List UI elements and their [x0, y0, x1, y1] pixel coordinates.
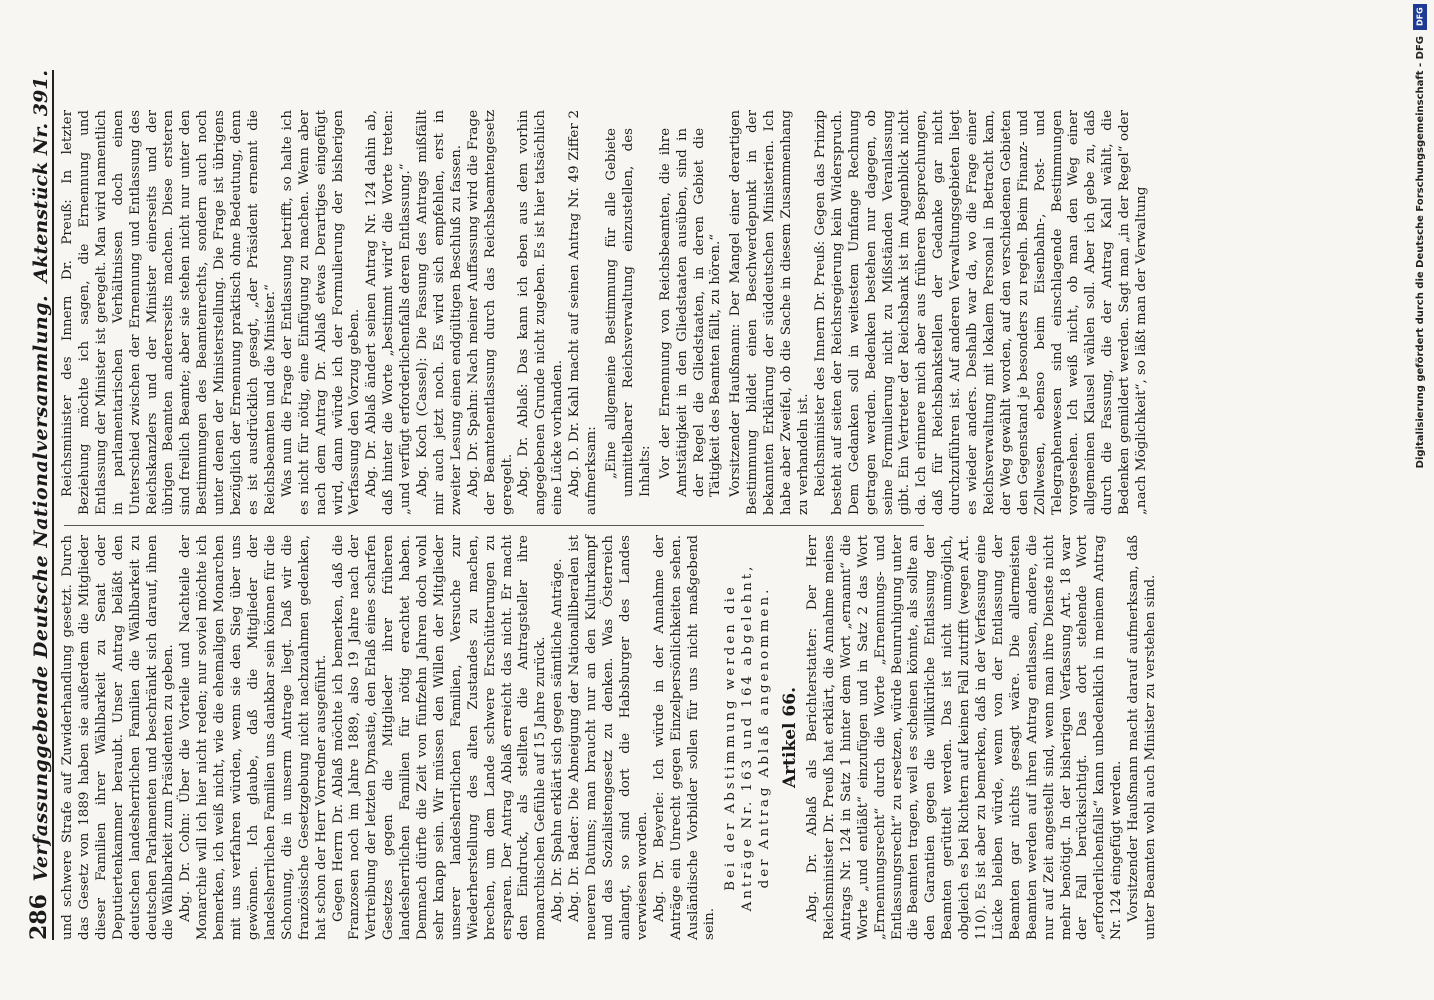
page-number: 286: [26, 894, 52, 940]
paragraph: Abg. D. Dr. Kahl macht auf seinen Antrag Nr. 49 Ziffer 2 aufmerksam:: [567, 110, 600, 515]
column-divider: [64, 525, 924, 526]
paragraph: Vorsitzender Haußmann macht darauf aufmerksam, daß unter Beamten wohl auch Minister zu verstehen sind.: [1126, 535, 1159, 940]
vote-result: Bei der Abstimmung werden die Anträge Nr. 163 und 164 abgelehnt, der Antrag Ablaß angenommen.: [723, 563, 773, 912]
paragraph: Reichsminister des Innern Dr. Preuß: Gegen das Prinzip besteht auf seiten der Reichsregierung kein Widerspruch. Dem Gedanken soll in weitestem Umfange Rechnung getragen werden. Bedenken bestehen nur dagegen, ob seine Formulierung nicht zu Mißständen Veranlassung gibt. Ein Vertreter der Reichsbank ist im Augenblick nicht da. Ich erinnere mich aber aus früheren Besprechungen, daß für Reichsbankstellen der Gedanke gar nicht durchzuführen ist. Auf anderen Verwaltungsgebieten liegt es wieder anders. Deshalb war da, wo die Frage einer Reichsverwaltung mit lokalem Personal in Betracht kam, der Weg gewählt worden, auf den verschiedenen Gebieten den Gegenstand je besonders zu regeln. Beim Finanz- und Zollwesen, ebenso beim Eisenbahn-, Post- und Telegraphenwesen sind einschlagende Bestimmungen vorgesehen. Ich weiß nicht, ob man den Weg einer allgemeinen Klausel wählen soll. Aber ich gebe zu, daß durch die Fassung, die der Antrag Kahl wählt, die Bedenken gemildert werden. Sagt man „in der Regel“ oder „nach Möglichkeit“, so läßt man der Verwaltung: [812, 110, 1150, 515]
paragraph: Abg. Dr. Ablaß ändert seinen Antrag Nr. 124 dahin ab, daß hinter die Worte „bestimmt wird“ die Worte treten: „und verfügt erforderlichenfalls deren Entlassung.“: [364, 110, 414, 515]
paragraph: Reichsminister des Innern Dr. Preuß: In letzter Beziehung möchte ich sagen, die Ernennung und Entlassung der Minister ist geregelt. Man wird namentlich in parlamentarischen Verhältnissen doch einen Unterschied zwischen der Ernennung und Entlassung des Reichskanzlers und der Minister einerseits und der übrigen Beamten andererseits machen. Diese ersteren sind freilich Beamte; aber sie stehen nicht nur unter den Bestimmungen des Beamtenrechts, sondern auch noch unter denen der Ministerstellung. Die Frage ist übrigens bezüglich der Ernennung praktisch ohne Bedeutung, denn es ist ausdrücklich gesagt, „der Präsident ernennt die Reichsbeamten und die Minister.“: [60, 110, 278, 515]
paragraph: Abg. Dr. Ablaß als Berichterstatter: Der Herr Reichsminister Dr. Preuß hat erklärt, die Annahme meines Antrags Nr. 124 in Satz 1 hinter dem Wort „ernannt“ die Worte „und entläßt“ einzufügen und in Satz 2 das Wort „Ernennungsrecht“ durch die Worte „Ernennungs- und Entlassungsrecht“ zu ersetzen, würde Beunruhigung unter die Beamten tragen, weil es scheinen könnte, als sollte an den Garantien gegen die willkürliche Entlassung der Beamten gerüttelt werden. Das ist nicht unmöglich, obgleich es bei Richtern auf keinen Fall zutrifft (wegen Art. 110). Es ist aber zu bemerken, daß in der Verfassung eine Lücke bleiben würde, wenn von der Entlassung der Beamten gar nichts gesagt wäre. Die allermeisten Beamten werden auf ihren Antrag entlassen, andere, die nur auf Zeit angestellt sind, wenn man ihre Dienste nicht mehr benötigt. In der bisherigen Verfassung Art. 18 war der Fall berücksichtigt. Das dort stehende Wort „erforderlichenfalls“ kann unbedenklich in meinem Antrag Nr. 124 eingefügt werden.: [804, 535, 1125, 940]
page-title: Verfassunggebende Deutsche Nationalversammlung.: [30, 294, 52, 882]
paragraph: Abg. Dr. Beyerle: Ich würde in der Annahme der Anträge ein Unrecht gegen Einzelpersönlichkeiten sehen. Ausländische Vorbilder sollen für uns nicht maßgebend sein.: [651, 535, 718, 940]
paragraph: Vorsitzender Haußmann: Der Mangel einer derartigen Bestimmung bildet einen Beschwerdepunkt in der bekannten Erklärung der süddeutschen Ministerien. Ich habe aber Zweifel, ob die Sache in diesem Zusammenhang zu verhandeln ist.: [728, 110, 811, 515]
article-heading: Artikel 66.: [780, 687, 801, 789]
paragraph: Abg. Dr. Spahn: Nach meiner Auffassung wird die Frage der Beamtenentlassung durch das Reichsbeamtengesetz geregelt.: [465, 110, 515, 515]
document-reference: Aktenstück Nr. 391.: [30, 70, 52, 283]
paragraph: Abg. Dr. Ablaß: Das kann ich eben aus dem vorhin angegebenen Grunde nicht zugeben. Es ist hier tatsächlich eine Lücke vorhanden.: [516, 110, 566, 515]
paragraph: Gegen Herrn Dr. Ablaß möchte ich bemerken, daß die Franzosen noch im Jahre 1889, also 19 Jahre nach der Vertreibung der letzten Dynastie, den Erlaß eines scharfen Gesetzes gegen die Mitglieder ihrer früheren landesherrlichen Familien für nötig erachtet haben. Demnach dürfte die Zeit von fünfzehn Jahren doch wohl sehr knapp sein. Wir müssen den Willen der Mitglieder unserer landesherrlichen Familien, Versuche zur Wiederherstellung des alten Zustandes zu machen, brechen, um dem Lande schwere Erschütterungen zu ersparen. Der Antrag Ablaß erreicht das nicht. Er macht den Eindruck, als stellten die Antragsteller ihre monarchischen Gefühle auf 15 Jahre zurück.: [330, 535, 549, 940]
paragraph: Abg. Dr. Bader: Die Abneigung der Nationalliberalen ist neueren Datums; man braucht nur an den Kulturkampf und das Sozialistengesetz zu denken. Was Österreich anlangt, so sind dort die Habsburger des Landes verwiesen worden.: [567, 535, 650, 940]
paragraph: Was nun die Frage der Entlassung betrifft, so halte ich es nicht für nötig, eine Einfügung zu machen. Wenn aber nach dem Antrag Dr. Ablaß etwas Derartiges eingefügt wird, dann würde ich der Formulierung der bisherigen Verfassung den Vorzug geben.: [279, 110, 363, 515]
quoted-motion: Vor der Ernennung von Reichsbeamten, die ihre Amtstätigkeit in den Gliedstaaten ausüben, sind in der Regel die Gliedstaaten, in deren Gebiet die Tätigkeit des Beamten fällt, zu hören.“: [657, 128, 724, 497]
paragraph: Abg. Koch (Cassel): Die Fassung des Antrags mißfällt mir auch jetzt noch. Es wird sich empfehlen, erst in zweiter Lesung einen endgültigen Beschluß zu fassen.: [415, 110, 464, 515]
paragraph: und schwere Strafe auf Zuwiderhandlung gesetzt. Durch das Gesetz von 1889 haben sie außerdem die Mitglieder dieser Familien ihrer Wählbarkeit zu Senat oder Deputiertenkammer beraubt. Unser Antrag beläßt den deutschen landesherrlichen Familien die Wählbarkeit zu deutschen Parlamenten und beschränkt sich darauf, ihnen die Wählbarkeit zum Präsidenten zu geben.: [60, 535, 177, 940]
dfg-side-note: [1410, 4, 1430, 996]
page-header: [8, 70, 54, 940]
left-column: [60, 535, 1159, 940]
dfg-logo-badge: DFG: [1413, 4, 1427, 30]
dfg-funding-text: Digitalisierung gefördert durch die Deutsche Forschungsgemeinschaft - DFG: [1414, 36, 1426, 469]
right-column: [60, 110, 1150, 515]
paragraph: Abg. Dr. Spahn erklärt sich gegen sämtliche Anträge.: [550, 558, 566, 922]
paragraph: Abg. Dr. Cohn: Über die Vorteile und Nachteile der Monarchie will ich hier nicht reden; nur soviel möchte ich bemerken, ich weiß nicht, wie die ehemaligen Monarchen mit uns verfahren würden, wenn sie den Sieg über uns gewönnen. Ich glaube, daß die Mitglieder der landesherrlichen Familien uns dankbar sein können für die Schonung, die in unserm Antrage liegt. Daß wir die französische Gesetzgebung nicht nachzuahmen gedenken, hat schon der Herr Vorredner ausgeführt.: [178, 535, 329, 940]
quoted-motion: „Eine allgemeine Bestimmung für alle Gebiete unmittelbarer Reichsverwaltung einzustellen, des Inhalts:: [604, 128, 653, 497]
